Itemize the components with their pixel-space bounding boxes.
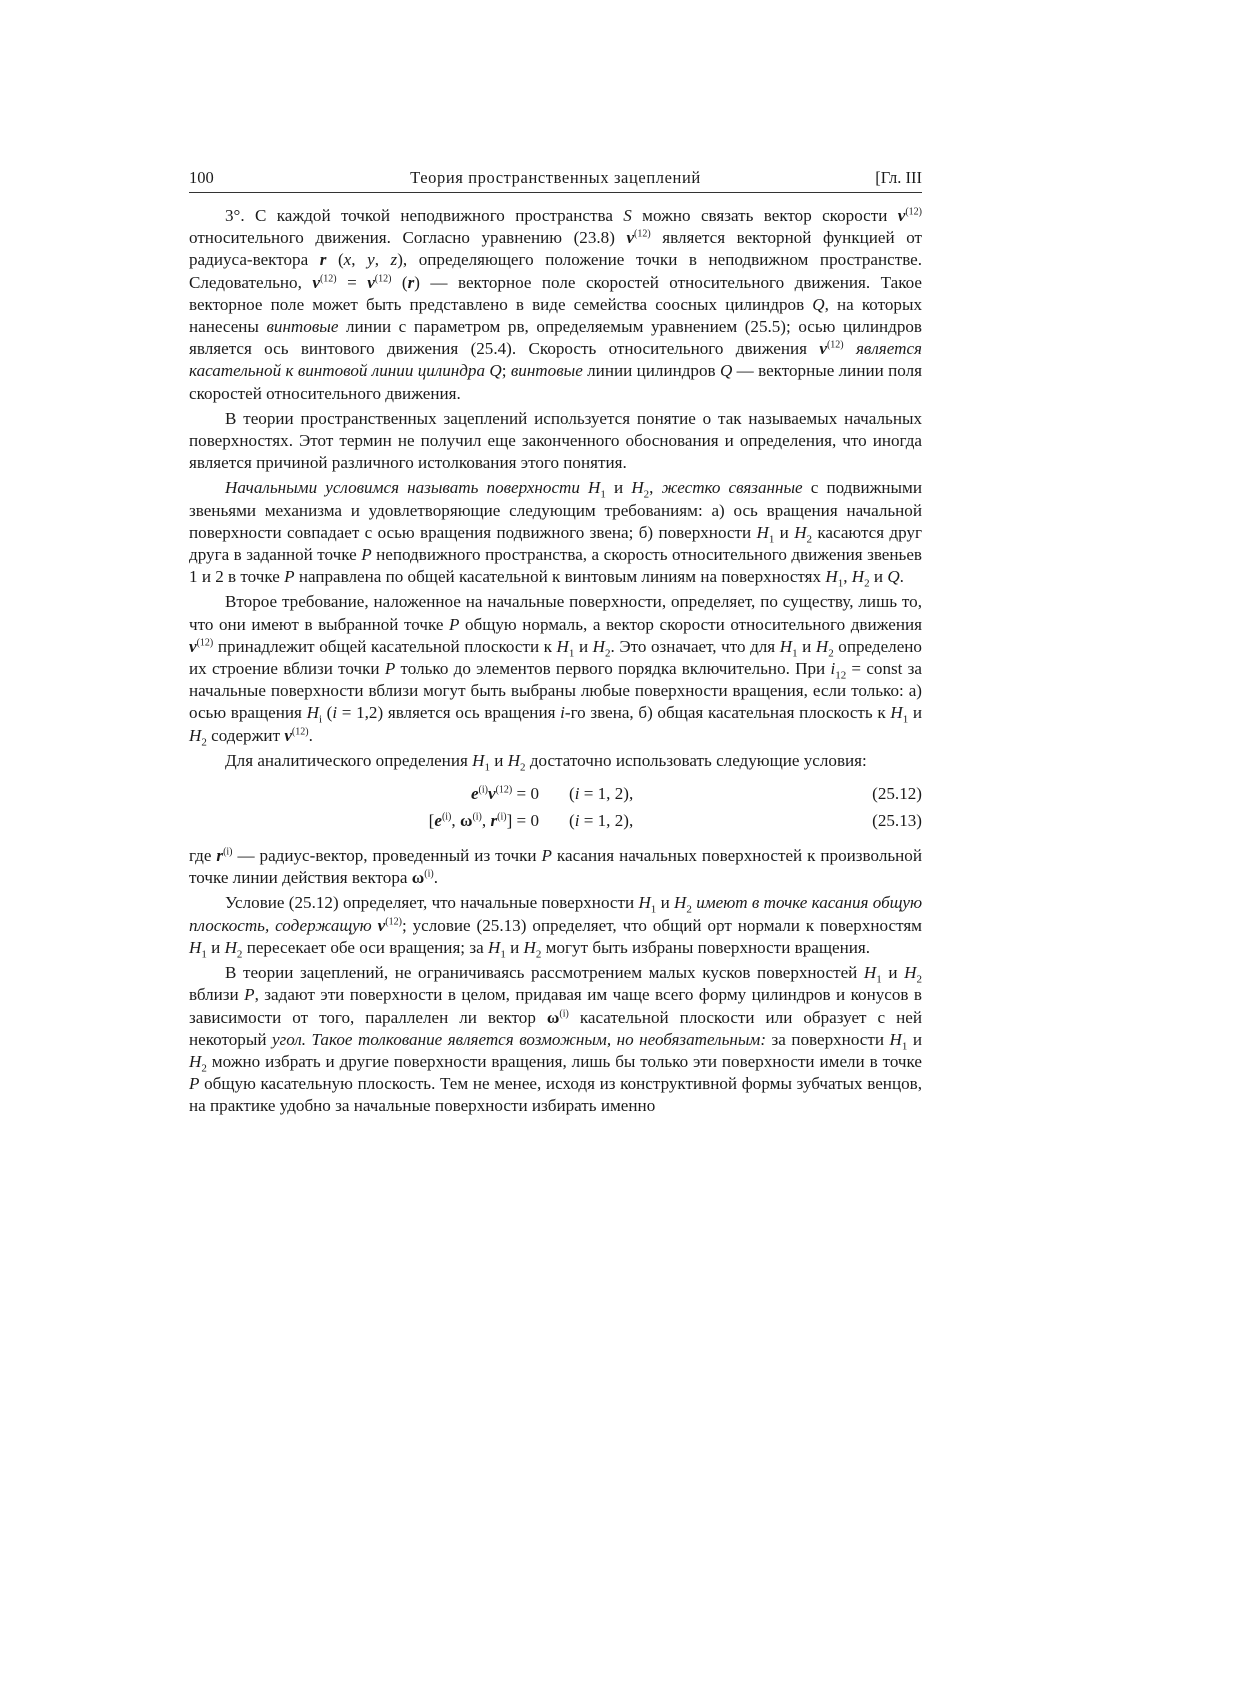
paragraph: Начальными условимся называть поверхности $H_1$ и $H_2$, жестко связанные с подвижными звеньями механизма и удовлетворяющие следующим требованиям: а) ось вращения начальной поверхности совпадает с осью вращения подвижного звена; б) поверхности $H_1$ и $H_2$ касаются друг друга в заданной точке P неподвижного пространства, а скорость относительного движения звеньев 1 и 2 в точке P направлена по общей касательной к винтовым линиям на поверхностях $H_1$, $H_2$ и Q. bbox=[189, 478, 923, 590]
equation-lhs: $e^{(i)}v^{(12)} = 0$ bbox=[470, 784, 539, 804]
chapter-label: [Гл. III bbox=[875, 168, 922, 187]
paragraph: В теории пространственных зацеплений используется понятие о так называемых начальных поверхностях. Этот термин не получил еще законченного обоснования и определения, что иногда является причиной различного истолкования этого понятия. bbox=[189, 408, 922, 473]
paragraph: где $r^{(i)}$ — радиус-вектор, проведенный из точки P касания начальных поверхностей к произвольной точке линии действия вектора $\omega^{(i)}$. bbox=[189, 846, 922, 888]
equation-25-12 bbox=[189, 781, 922, 808]
equation-lhs: [$e^{(i)}$, $\omega^{(i)}$, $r^{(i)}] = 0$ bbox=[428, 811, 539, 831]
running-title: Теория пространственных зацеплений bbox=[410, 168, 701, 187]
paragraph: 3°. С каждой точкой неподвижного пространства S можно связать вектор скорости $v^{(12)}$ относительного движения. Согласно уравнению (23.8) $v^{(12)}$ является векторной функцией от радиуса-вектора r (x, y, z), определяющего положение точки в неподвижном пространстве. Следовательно, $v^{(12)} = v^{(12)}$ (r) — векторное поле скоростей относительного движения. Такое векторное поле может быть представлено в виде семейства соосных цилиндров Q, на которых нанесены винтовые линии с параметром pв, определяемым уравнением (25.5); осью цилиндров является ось винтового движения (25.4). Скорость относительного движения $v^{(12)}$ является касательной к винтовой линии цилиндра Q; винтовые линии цилиндров Q — векторные линии поля скоростей относительного движения. bbox=[189, 206, 923, 403]
running-header bbox=[189, 168, 922, 192]
paragraph: Для аналитического определения $H_1$ и $H_2$ достаточно использовать следующие условия: bbox=[225, 750, 867, 774]
paragraph: Второе требование, наложенное на начальные поверхности, определяет, по существу, лишь то, что они имеют в выбранной точке P общую нормаль, а вектор скорости относительного движения $v^{(12)}$ принадлежит общей касательной плоскости к $H_1$ и $H_2$. Это означает, что для $H_1$ и $H_2$ определено их строение вблизи точки P только до элементов первого порядка включительно. При $i_{12}$ = const за начальные поверхности вблизи могут быть выбраны любые поверхности вращения, если только: а) осью вращения $H_i$ (i = 1,2) является ось вращения i-го звена, б) общая касательная плоскость к $H_1$ и $H_2$ содержит $v^{(12)}$. bbox=[189, 592, 923, 749]
page bbox=[189, 168, 922, 1118]
equation-number: (25.12) bbox=[872, 784, 922, 804]
equation-block bbox=[189, 781, 922, 835]
paragraph: В теории зацеплений, не ограничиваясь рассмотрением малых кусков поверхностей $H_1$ и $H_2$ вблизи P, задают эти поверхности в целом, придавая им чаще всего форму цилиндров и конусов в зависимости от того, параллелен ли вектор $\omega^{(i)}$ касательной плоскости или образует с ней некоторый угол. Такое толкование является возможным, но необязательным: за поверхности $H_1$ и $H_2$ можно избрать и другие поверхности вращения, лишь бы только эти поверхности имели в точке P общую касательную плоскость. Тем не менее, исходя из конструктивной формы зубчатых венцов, на практике удобно за начальные поверхности избирать именно bbox=[189, 963, 923, 1116]
equation-25-13 bbox=[189, 808, 922, 835]
page-number: 100 bbox=[189, 168, 214, 187]
paragraph: Условие (25.12) определяет, что начальные поверхности $H_1$ и $H_2$ имеют в точке касания общую плоскость, содержащую $v^{(12)}$; условие (25.13) определяет, что общий орт нормали к поверхностям $H_1$ и $H_2$ пересекает обе оси вращения; за $H_1$ и $H_2$ могут быть избраны поверхности вращения. bbox=[189, 893, 923, 961]
header-rule bbox=[189, 192, 922, 193]
equation-condition: (i = 1, 2), bbox=[569, 811, 634, 831]
body-text bbox=[189, 205, 922, 1118]
equation-number: (25.13) bbox=[872, 811, 922, 831]
equation-condition: (i = 1, 2), bbox=[569, 784, 634, 804]
